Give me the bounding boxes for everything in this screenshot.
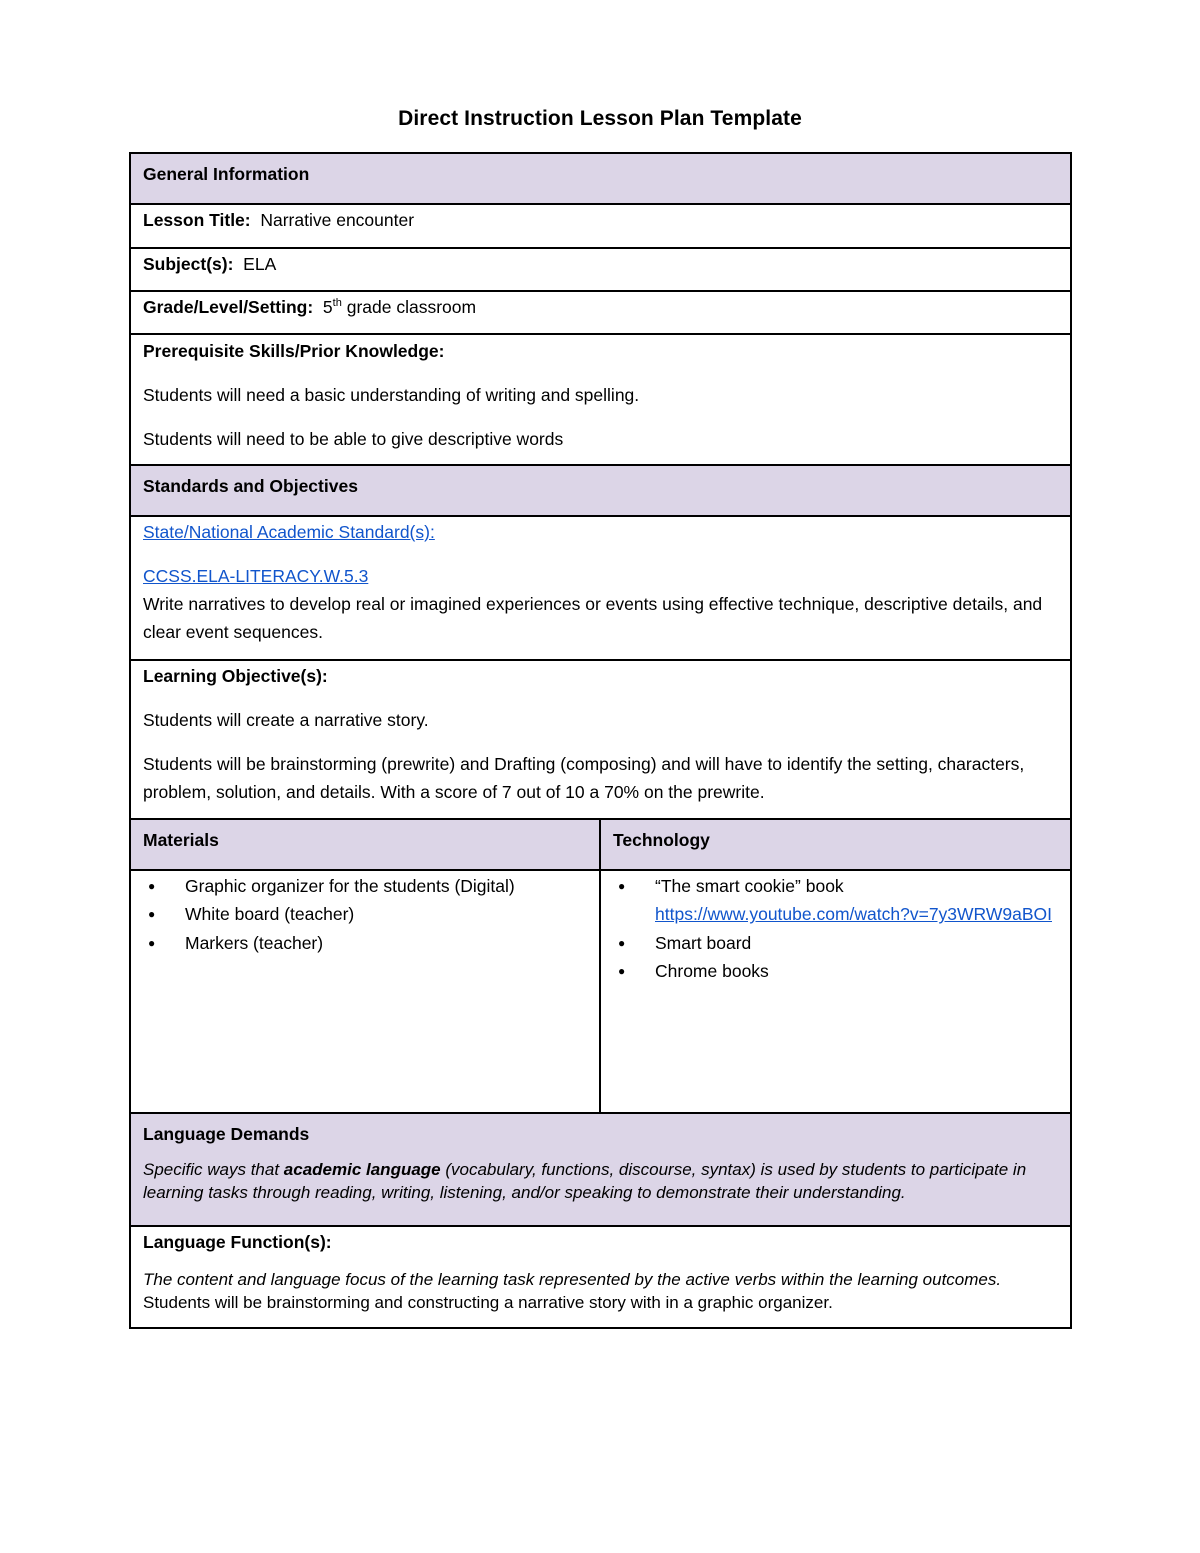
language-function-label: Language Function(s): — [143, 1232, 332, 1252]
lesson-title-value: Narrative encounter — [260, 210, 415, 230]
materials-heading: Materials — [130, 819, 600, 870]
youtube-link[interactable]: https://www.youtube.com/watch?v=7y3WRW9aBOI — [655, 904, 1052, 925]
general-information-heading: General Information — [130, 153, 1071, 204]
prerequisite-item: Students will need to be able to give descriptive words — [143, 429, 564, 449]
lesson-title-row — [130, 204, 1071, 248]
language-function-row — [130, 1226, 1071, 1328]
language-function-description: The content and language focus of the learning task represented by the active verbs within the learning outcomes. — [143, 1270, 1002, 1289]
language-demands-heading-cell — [130, 1113, 1071, 1226]
standards-link[interactable]: State/National Academic Standard(s): — [143, 522, 435, 542]
technology-heading: Technology — [600, 819, 1071, 870]
learning-objectives-row — [130, 660, 1071, 819]
technology-item: ● Smart board — [655, 929, 1058, 957]
document-title: Direct Instruction Lesson Plan Template — [398, 107, 802, 130]
learning-objectives-label: Learning Objective(s): — [143, 666, 328, 686]
language-function-response: Students will be brainstorming and constructing a narrative story with in a graphic organizer. — [143, 1292, 833, 1312]
lesson-title-label: Lesson Title: — [143, 210, 251, 230]
objective-item: Students will create a narrative story. — [143, 710, 429, 730]
grade-label: Grade/Level/Setting: — [143, 297, 314, 317]
subject-row — [130, 248, 1071, 291]
standards-objectives-heading: Standards and Objectives — [130, 465, 1071, 516]
technology-list-cell — [600, 870, 1071, 1113]
materials-item: ● Markers (teacher) — [185, 929, 587, 957]
lesson-plan-table — [129, 152, 1072, 1329]
book-title: “The smart cookie” book — [655, 876, 844, 896]
grade-number: 5 — [322, 297, 333, 317]
materials-list — [143, 872, 587, 957]
standard-text: Write narratives to develop real or imagined experiences or events using effective technique, descriptive details, and clear event sequences. — [143, 594, 1043, 642]
materials-list-cell — [130, 870, 600, 1113]
technology-item: ● Chrome books — [655, 957, 1058, 985]
ccss-code-link[interactable]: CCSS.ELA-LITERACY.W.5.3 — [143, 566, 369, 586]
prerequisite-row — [130, 334, 1071, 465]
language-demands-heading: Language Demands — [143, 1124, 310, 1144]
grade-setting: grade classroom — [346, 297, 477, 317]
standards-row — [130, 516, 1071, 660]
grade-superscript: th — [332, 297, 342, 309]
technology-item — [655, 872, 1058, 929]
technology-list — [613, 872, 1058, 985]
prerequisite-label: Prerequisite Skills/Prior Knowledge: — [143, 341, 445, 361]
materials-item: ● Graphic organizer for the students (Digital) — [185, 872, 587, 900]
subject-label: Subject(s): — [143, 254, 234, 274]
prerequisite-item: Students will need a basic understanding of writing and spelling. — [143, 385, 640, 405]
grade-row — [130, 291, 1071, 334]
objective-item: Students will be brainstorming (prewrite) and Drafting (composing) and will have to identify the setting, characters, problem, solution, and details. With a score of 7 out of 10 a 70% on the prewrite. — [143, 754, 1025, 802]
language-demands-description: Specific ways that academic language (vocabulary, functions, discourse, syntax) is used by students to participate in learning tasks through reading, writing, listening, and/or speaking to demonstrate their understanding. — [143, 1160, 1027, 1202]
materials-item: ● White board (teacher) — [185, 900, 587, 928]
subject-value: ELA — [243, 254, 277, 274]
